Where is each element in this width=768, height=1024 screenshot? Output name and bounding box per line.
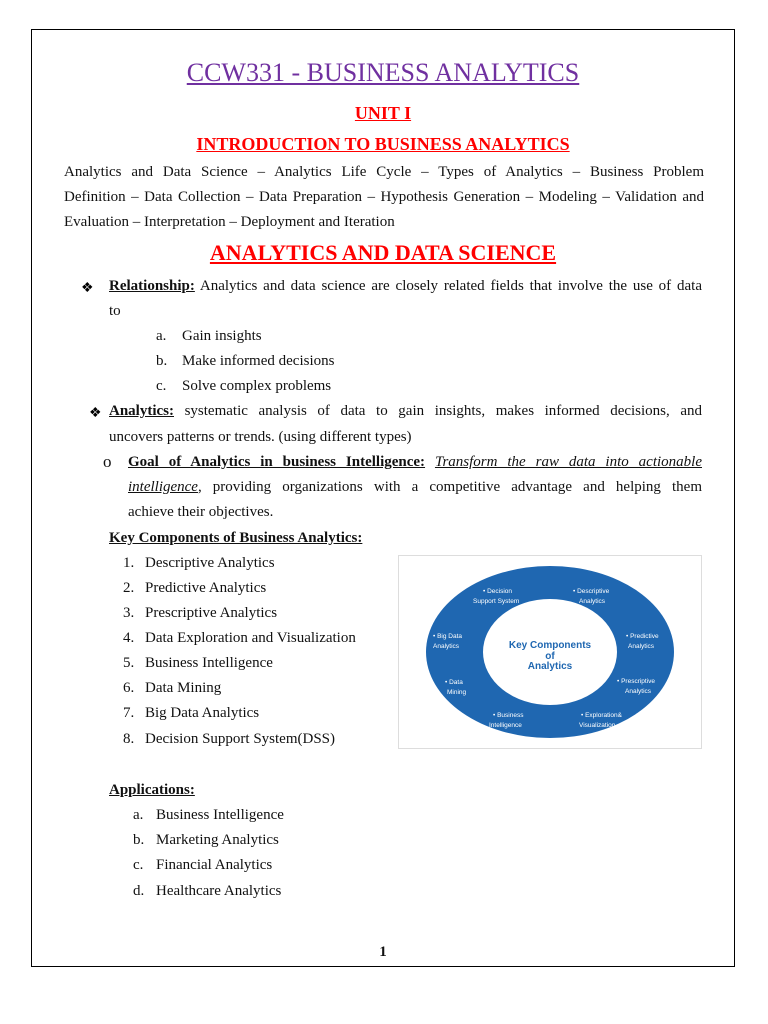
page-number: 1 [379,944,387,960]
key-component-item [123,576,266,601]
goal-line-2 [128,475,702,500]
relationship-label: Relationship: [109,278,195,294]
diagram-label-line1: • Decision [483,588,513,595]
diagram-label-line2: Analytics [628,643,655,650]
goal-emphasis-1: Transform the raw data into actionable [434,454,702,470]
diagram-label-line1: • Exploration& [581,712,622,719]
list-marker: c. [133,857,144,873]
list-marker: 6. [123,680,135,696]
list-marker: 4. [123,630,135,646]
goal-line-3: achieve their objectives. [128,504,274,520]
goal-line-1 [128,450,702,475]
relationship-text: Analytics and data science are closely related fields that involve the use of data [199,278,702,294]
list-item-text: Predictive Analytics [145,580,267,596]
goal-bullet-marker: o [103,452,112,471]
intro-paragraph [64,160,704,235]
relationship-item [156,324,262,349]
list-item-text: Gain insights [182,328,262,344]
list-item-text: Marketing Analytics [156,832,279,848]
goal-emphasis-2: intelligence [128,479,198,495]
diagram-label-line2: Intelligence [489,722,522,729]
list-marker: 7. [123,705,135,721]
relationship-item [156,349,334,374]
list-marker: 3. [123,605,135,621]
application-item [133,879,281,904]
intro-line-2: Definition – Data Collection – Data Preparation – Hypothesis Generation – Modeling – Validation and [64,189,704,205]
list-marker: d. [133,883,145,899]
diagram-label-line1: • Data [445,679,463,686]
list-item-text: Decision Support System(DSS) [145,731,336,747]
key-component-item [123,676,221,701]
diagram-center-title: Key Components [508,640,592,651]
list-item-text: Prescriptive Analytics [145,605,278,621]
goal-label: Goal of Analytics in business Intelligence: [128,454,426,470]
key-component-item [123,651,273,676]
key-component-item [123,601,277,626]
list-item-text: Make informed decisions [182,353,335,369]
applications-heading: Applications: [109,782,195,798]
list-item-text: Financial Analytics [156,857,273,873]
list-item-text: Solve complex problems [182,378,332,394]
document-title: CCW331 - BUSINESS ANALYTICS [186,58,580,87]
goal-text-2: , providing organizations with a competitive advantage and helping them [197,479,702,495]
diagram-label-line1: • Business [493,712,524,719]
list-marker: 5. [123,655,135,671]
list-item-text: Data Exploration and Visualization [145,630,356,646]
list-marker: 8. [123,731,135,747]
key-components-heading: Key Components of Business Analytics: [109,530,363,546]
diagram-center-analytics: Analytics [527,661,573,672]
list-marker: 2. [123,580,135,596]
key-component-item [123,727,335,752]
analytics-text: systematic analysis of data to gain insights, makes informed decisions, and [184,403,703,419]
application-item [133,803,284,828]
unit-subtitle: INTRODUCTION TO BUSINESS ANALYTICS [196,134,570,154]
diagram-label-line1: • Predictive [626,633,659,640]
diamond-bullet-icon: ❖ [89,406,102,421]
list-marker: b. [156,353,168,369]
diagram-label-line2: Support System [473,598,520,605]
intro-line-3: Evaluation – Interpretation – Deployment and Iteration [64,214,395,230]
diagram-label-line2: Visualization [579,722,616,729]
diamond-bullet-icon: ❖ [81,281,94,296]
list-item-text: Business Intelligence [156,807,284,823]
list-item-text: Data Mining [145,680,222,696]
diagram-label-line2: Analytics [579,598,606,605]
diagram-center-of: of [545,651,555,662]
section-heading: ANALYTICS AND DATA SCIENCE [209,240,557,265]
key-component-item [123,551,275,576]
diagram-label-line2: Analytics [625,688,652,695]
analytics-line-1 [109,399,702,424]
application-item [133,853,272,878]
key-components-diagram [398,555,702,749]
analytics-line-2: uncovers patterns or trends. (using different types) [109,429,412,445]
list-item-text: Big Data Analytics [145,705,260,721]
diagram-label-line1: • Big Data [433,633,463,640]
list-marker: a. [133,807,144,823]
analytics-label: Analytics: [109,403,174,419]
key-component-item [123,626,356,651]
diagram-label-line2: Mining [447,689,467,696]
diagram-label-line1: • Descriptive [573,588,610,595]
list-item-text: Healthcare Analytics [156,883,282,899]
intro-line-1: Analytics and Data Science – Analytics Life Cycle – Types of Analytics – Business Problem [64,164,704,180]
relationship-line-1 [109,274,702,299]
diagram-svg [399,556,701,748]
diagram-label-line2: Analytics [433,643,460,650]
unit-label: UNIT I [354,103,412,123]
key-component-item [123,701,259,726]
list-marker: a. [156,328,167,344]
list-marker: b. [133,832,145,848]
relationship-item [156,374,331,399]
list-marker: c. [156,378,167,394]
application-item [133,828,279,853]
relationship-line-2: to [109,303,121,319]
list-marker: 1. [123,555,135,571]
diagram-label-line1: • Prescriptive [617,678,656,685]
list-item-text: Business Intelligence [145,655,273,671]
list-item-text: Descriptive Analytics [145,555,275,571]
